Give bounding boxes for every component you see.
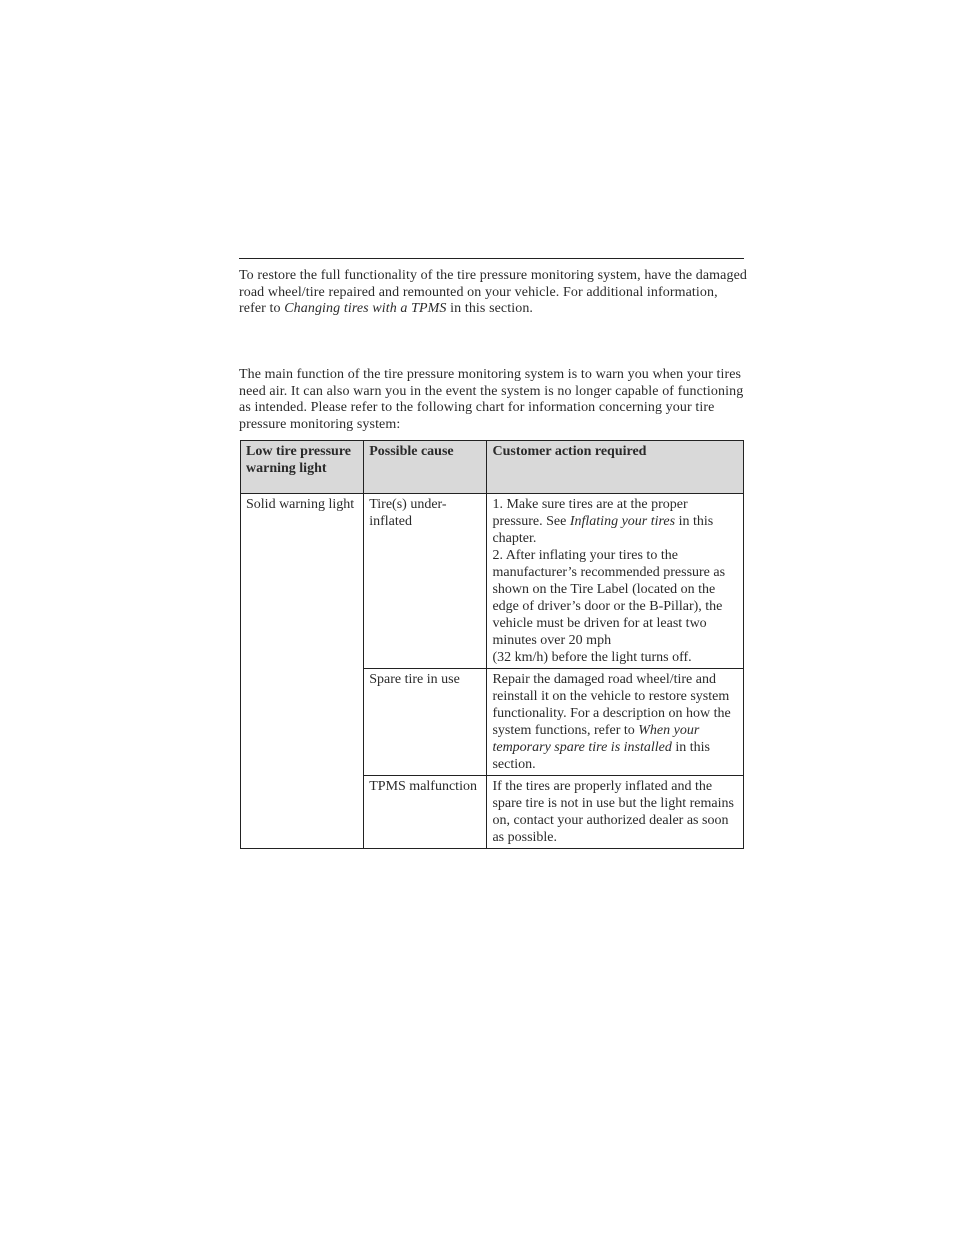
header-warning-light: Low tire pressure warning light (241, 441, 364, 494)
cause-cell: Spare tire in use (364, 669, 487, 776)
restore-paragraph (239, 268, 747, 318)
restore-text: To restore the full functionality of the tire pressure monitoring system, have the damaged road wheel/tire repaired and remounted on your vehicle. For additional information, refer to (239, 268, 747, 316)
cause-cell: TPMS malfunction (364, 776, 487, 849)
restore-text-end: in this section. (446, 301, 534, 316)
action-text: Repair the damaged road wheel/tire and reinstall it on the vehicle to restore system functionality. For a description on how the system functions, refer to (492, 672, 731, 738)
table-row (241, 494, 744, 669)
table-header-row (241, 441, 744, 494)
action-step-2-end: (32 km/h) before the light turns off. (492, 650, 692, 665)
action-cell: If the tires are properly inflated and the spare tire is not in use but the light remains on, contact your authorized dealer as soon as possible. (487, 776, 744, 849)
warning-light-cell: Solid warning light (241, 494, 364, 849)
action-text-end: in this section. (492, 740, 710, 772)
spare-tire-reference: When your temporary spare tire is installed (492, 723, 700, 755)
header-customer-action: Customer action required (487, 441, 744, 494)
tpms-chart-table (240, 440, 744, 849)
action-step-1 (492, 497, 713, 546)
changing-tires-reference: Changing tires with a TPMS (284, 301, 447, 316)
action-cell (487, 494, 744, 669)
inflating-tires-reference: Inflating your tires (569, 514, 676, 529)
section-divider (239, 258, 744, 259)
action-cell (487, 669, 744, 776)
header-possible-cause: Possible cause (364, 441, 487, 494)
action-step-1-end: in this chapter. (492, 514, 714, 546)
action-step-1-text: 1. Make sure tires are at the proper pressure. See (492, 497, 688, 529)
function-paragraph: The main function of the tire pressure monitoring system is to warn you when your tires need air. It can also warn you in the event the system is no longer capable of functioning as intended. Please refer to the following chart for information concerning your tire pressure monitoring system: (239, 367, 744, 432)
cause-cell: Tire(s) under-inflated (364, 494, 487, 669)
action-step-2: 2. After inflating your tires to the manufacturer’s recommended pressure as shown on the Tire Label (located on the edge of driver’s door or the B-Pillar), the vehicle must be driven for at least two minutes over 20 mph (492, 548, 726, 648)
